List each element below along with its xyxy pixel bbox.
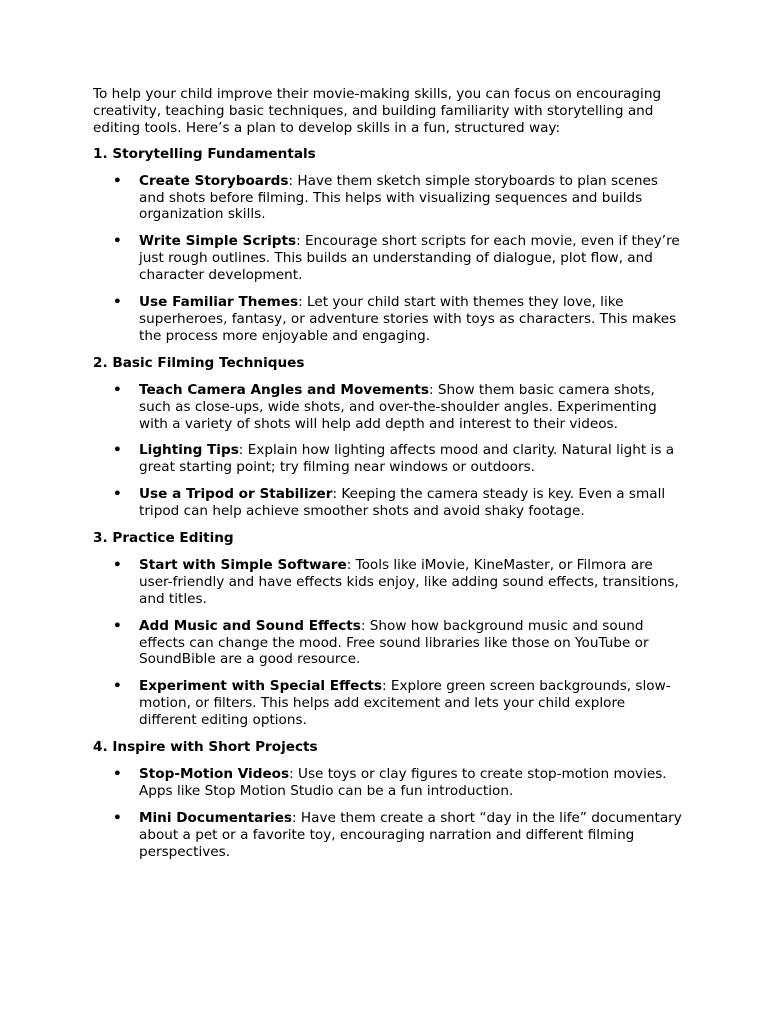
item-text: : Keeping the camera steady is key. Even a small tripod can help achieve smoother shots and avoid shaky footage. (139, 486, 666, 520)
item-text: : Encourage short scripts for each movie, even if they’re just rough outlines. This builds an understanding of dialogue, plot flow, and character development. (139, 233, 680, 284)
item-text: : Use toys or clay figures to create stop-motion movies. Apps like Stop Motion Studio can be a fun introduction. (139, 766, 667, 799)
bullet-list (93, 557, 683, 729)
bullet-icon: • (113, 442, 122, 459)
item-text: : Have them sketch simple storyboards to plan scenes and shots before filming. This helps with visualizing sequences and builds organization skills. (139, 172, 658, 223)
item-term: Use a Tripod or Stabilizer (139, 486, 333, 503)
section-heading: 2. Basic Filming Techniques (93, 354, 305, 371)
section-heading: 3. Practice Editing (93, 530, 234, 547)
section-editing (93, 530, 683, 729)
bullet-icon: • (113, 766, 122, 782)
item-term: Start with Simple Software (139, 556, 347, 573)
section-projects (93, 739, 683, 860)
item-text: : Let your child start with themes they love, like superheroes, fantasy, or adventure stories with toys as characters. This makes the process more enjoyable and engaging. (139, 294, 677, 344)
list-item (93, 294, 683, 345)
item-text: : Have them create a short “day in the life” documentary about a pet or a favorite toy, encouraging narration and different filming perspectives. (139, 809, 682, 860)
bullet-list (93, 173, 683, 345)
item-term: Create Storyboards (139, 172, 289, 189)
list-item (93, 173, 683, 224)
item-term: Teach Camera Angles and Movements (139, 381, 430, 398)
section-storytelling (93, 146, 683, 345)
item-term: Mini Documentaries (139, 809, 293, 826)
bullet-icon: • (113, 809, 122, 826)
item-term: Write Simple Scripts (139, 233, 297, 250)
list-item (93, 233, 683, 284)
item-text: : Show how background music and sound effects can change the mood. Free sound libraries like those on YouTube or SoundBible are a good resource. (139, 617, 649, 668)
list-item (93, 766, 683, 800)
bullet-icon: • (113, 556, 122, 573)
intro-paragraph: To help your child improve their movie-making skills, you can focus on encouraging creativity, teaching basic techniques, and building familiarity with storytelling and editing tools. Here’s a plan to develop skills in a fun, structured way: (93, 86, 662, 136)
item-term: Use Familiar Themes (139, 294, 299, 311)
item-term: Add Music and Sound Effects (139, 617, 361, 634)
bullet-list (93, 382, 683, 520)
item-term: Lighting Tips (139, 442, 239, 459)
bullet-icon: • (113, 486, 122, 503)
item-text: : Tools like iMovie, KineMaster, or Filmora are user-friendly and have effects kids enjoy, like adding sound effects, transitions, and titles. (139, 556, 679, 607)
section-heading: 4. Inspire with Short Projects (93, 739, 318, 756)
list-item (93, 382, 683, 433)
bullet-list (93, 766, 683, 861)
bullet-icon: • (113, 294, 122, 311)
item-term: Experiment with Special Effects (139, 678, 382, 695)
list-item (93, 557, 683, 608)
list-item (93, 486, 683, 520)
bullet-icon: • (113, 381, 122, 398)
item-text: : Explain how lighting affects mood and clarity. Natural light is a great starting point; try filming near windows or outdoors. (139, 442, 675, 476)
list-item (93, 618, 683, 669)
section-filming (93, 355, 683, 520)
item-text: : Show them basic camera shots, such as close-ups, wide shots, and over-the-shoulder angles. Experimenting with a variety of shots will help add depth and interest to their videos. (139, 381, 657, 432)
section-heading: 1. Storytelling Fundamentals (93, 145, 316, 162)
list-item (93, 810, 683, 861)
bullet-icon: • (113, 617, 122, 634)
document-page (93, 86, 683, 871)
item-term: Stop-Motion Videos (139, 766, 290, 782)
item-text: : Explore green screen backgrounds, slow-motion, or filters. This helps add excitement and lets your child explore different editing options. (139, 678, 671, 729)
bullet-icon: • (113, 233, 122, 250)
list-item (93, 442, 683, 476)
list-item (93, 678, 683, 729)
bullet-icon: • (113, 678, 122, 695)
bullet-icon: • (113, 172, 122, 189)
